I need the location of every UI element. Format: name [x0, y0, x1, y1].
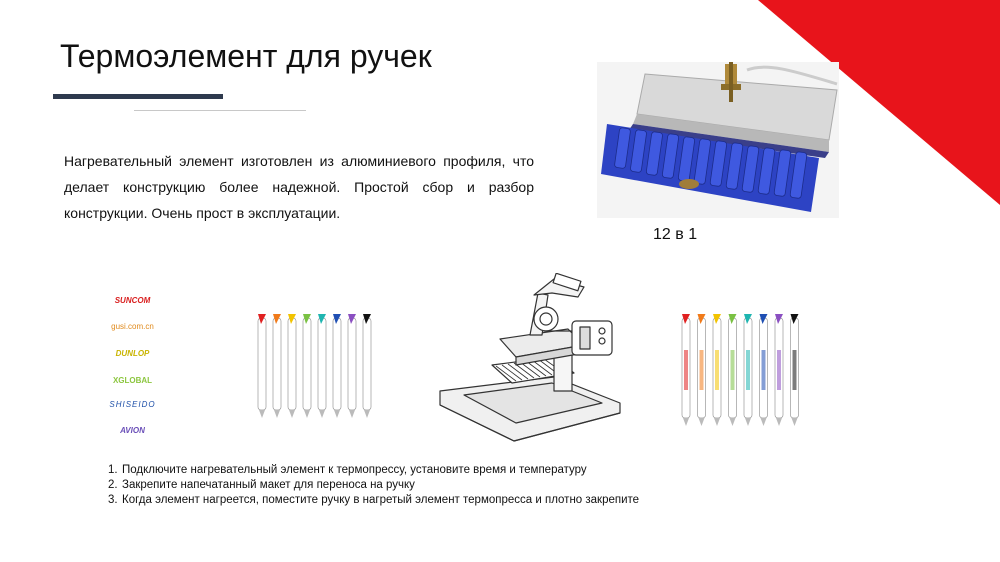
- step-number: 3.: [108, 494, 118, 506]
- pen: [698, 314, 706, 426]
- pen: [333, 314, 341, 418]
- instruction-item: [100, 463, 660, 478]
- description-text: Нагревательный элемент изготовлен из алюминиевого профиля, что делает конструкцию более надежной. Простой сбор и разбор конструкции. Очень прост в эксплуатации.: [64, 153, 534, 221]
- title-thin-rule: [134, 110, 306, 111]
- pen: [713, 314, 721, 426]
- pen: [273, 314, 281, 418]
- instructions-list: [100, 463, 660, 508]
- pen: [729, 314, 737, 426]
- heat-press-illustration: [434, 273, 626, 451]
- step-text: Закрепите напечатанный макет для переноса на ручку: [122, 479, 415, 491]
- step-text: Когда элемент нагреется, поместите ручку в нагретый элемент термопресса и плотно закрепите: [122, 494, 640, 506]
- pen: [303, 314, 311, 418]
- pen: [760, 314, 768, 426]
- logo-gusi: gusi.com.cn: [111, 322, 154, 331]
- pen: [682, 314, 690, 426]
- pen: [775, 314, 783, 426]
- pen: [744, 314, 752, 426]
- pen: [318, 314, 326, 418]
- blank-pens-illustration: [252, 310, 382, 430]
- logo-avion: AVION: [120, 426, 145, 435]
- logo-xglobal: XGLOBAL: [112, 376, 153, 385]
- logo-suncom: SUNCOM: [114, 296, 151, 305]
- instruction-item: [100, 493, 660, 508]
- step-number: 2.: [108, 479, 118, 491]
- photo-caption: 12 в 1: [653, 226, 698, 243]
- heating-element-photo: [597, 62, 839, 218]
- instruction-item: [100, 478, 660, 493]
- logo-shiseido: SHISEIDO: [109, 400, 156, 409]
- pen: [791, 314, 799, 426]
- pen: [288, 314, 296, 418]
- pen: [348, 314, 356, 418]
- logo-dunlop: DUNLOP: [115, 349, 150, 358]
- step-text: Подключите нагревательный элемент к термопрессу, установите время и температуру: [122, 464, 587, 476]
- slide-title: Термоэлемент для ручек: [60, 38, 432, 74]
- printed-pens-illustration: [676, 310, 810, 440]
- step-number: 1.: [108, 464, 118, 476]
- pen: [363, 314, 371, 418]
- pen: [258, 314, 266, 418]
- title-underline: [53, 94, 223, 99]
- brand-logos: [95, 292, 170, 440]
